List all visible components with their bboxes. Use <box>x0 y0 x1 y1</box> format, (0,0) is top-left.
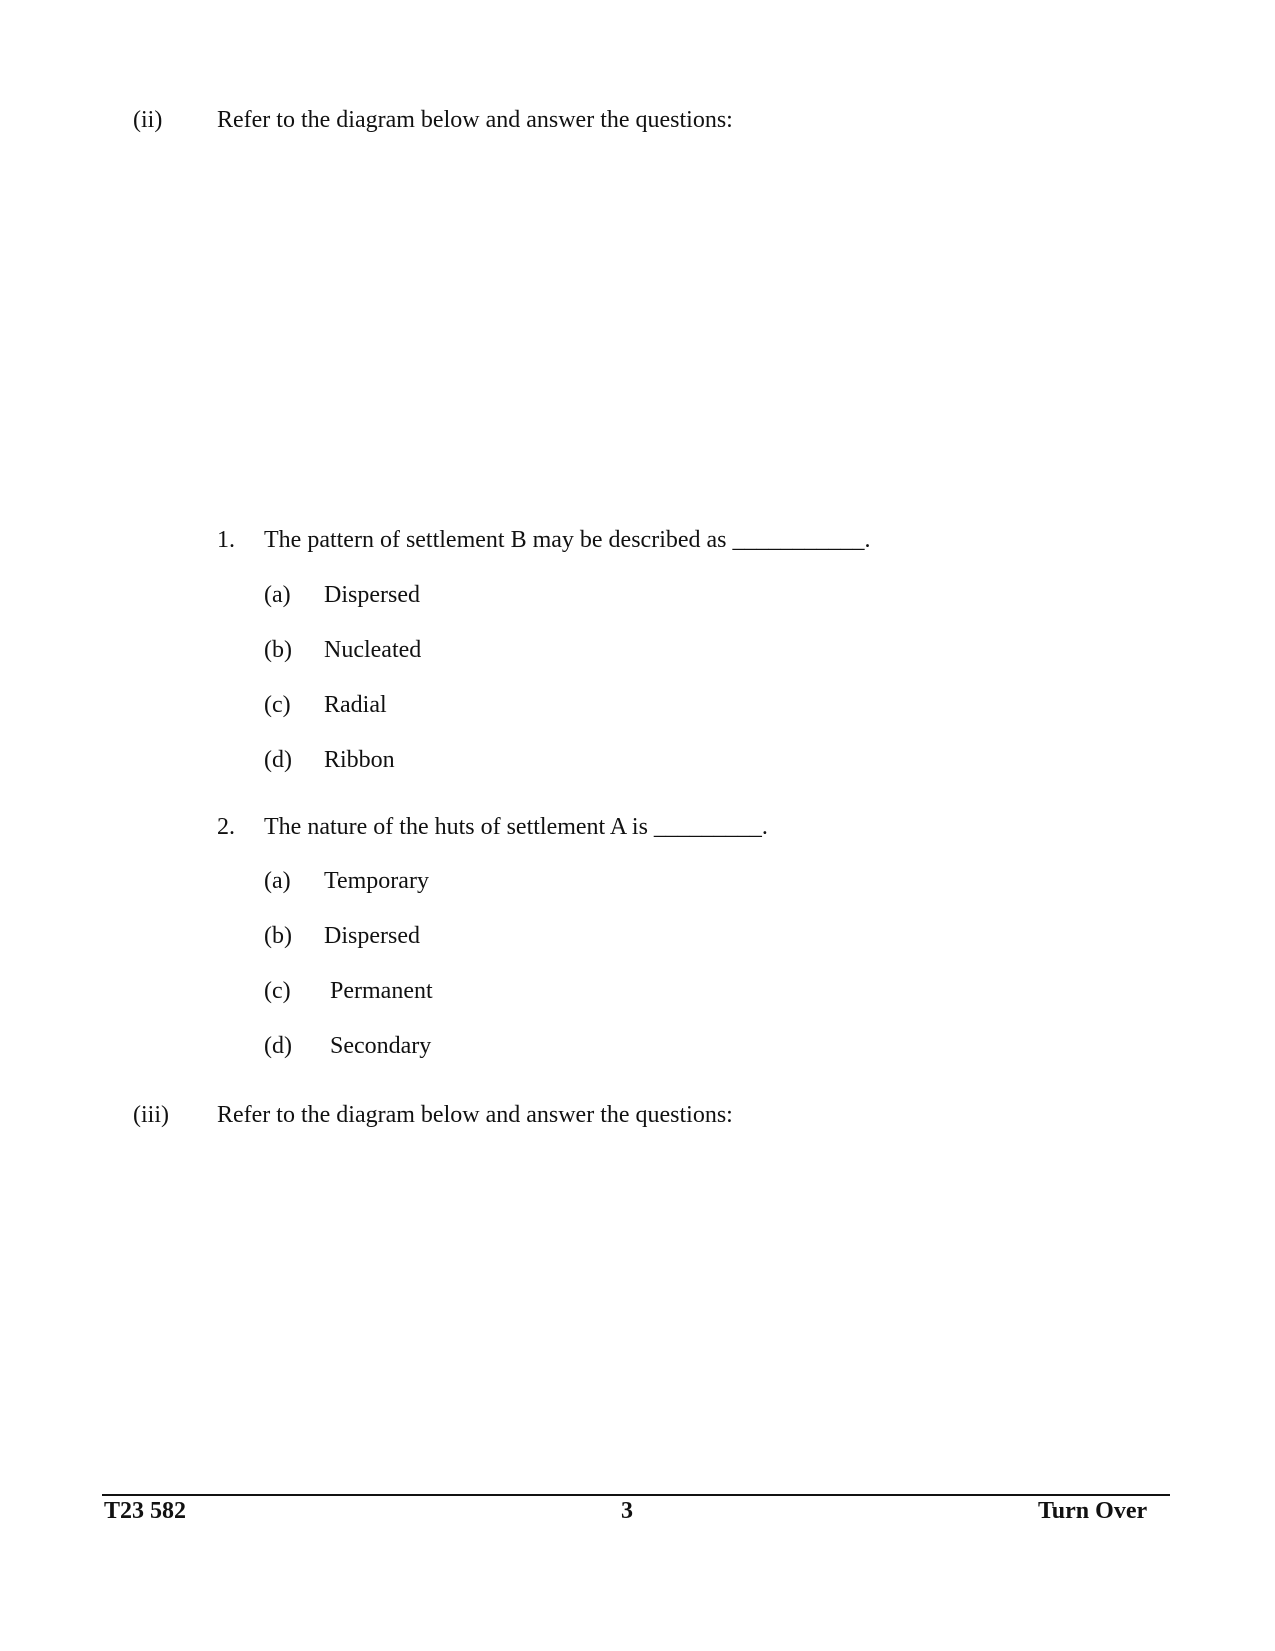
footer-paper-code: T23 582 <box>104 1498 187 1524</box>
question-2-option-b-text: Dispersed <box>324 923 420 949</box>
question-1-option-b-label: (b) <box>264 637 292 663</box>
section-ii-prompt: Refer to the diagram below and answer the questions: <box>217 107 733 133</box>
question-2-option-c-text: Permanent <box>330 978 433 1004</box>
question-2-option-d-label: (d) <box>264 1033 292 1059</box>
question-1-option-a-text: Dispersed <box>324 582 420 608</box>
question-1-number: 1. <box>217 527 235 553</box>
question-1-option-d-label: (d) <box>264 747 292 773</box>
question-1-text: The pattern of settlement B may be described as ___________. <box>264 527 871 553</box>
question-2-option-d-text: Secondary <box>330 1033 432 1059</box>
section-iii-prompt: Refer to the diagram below and answer the questions: <box>217 1102 733 1128</box>
question-1-option-c-label: (c) <box>264 692 291 718</box>
footer-divider <box>102 1494 1170 1496</box>
diagram-area-ii <box>217 150 1117 500</box>
question-2-option-b-label: (b) <box>264 923 292 949</box>
question-1-option-c-text: Radial <box>324 692 387 718</box>
diagram-area-iii <box>217 1145 1117 1475</box>
question-1-option-b-text: Nucleated <box>324 637 422 663</box>
question-2-option-c-label: (c) <box>264 978 291 1004</box>
section-ii-label: (ii) <box>133 107 163 133</box>
question-2-option-a-text: Temporary <box>324 868 429 894</box>
section-iii-label: (iii) <box>133 1102 169 1128</box>
footer-turn-over: Turn Over <box>1038 1498 1148 1524</box>
question-2-text: The nature of the huts of settlement A is _________. <box>264 814 768 840</box>
question-2-number: 2. <box>217 814 235 840</box>
footer-page-number: 3 <box>621 1498 633 1524</box>
question-2-option-a-label: (a) <box>264 868 291 894</box>
question-1-option-d-text: Ribbon <box>324 747 395 773</box>
question-1-option-a-label: (a) <box>264 582 291 608</box>
